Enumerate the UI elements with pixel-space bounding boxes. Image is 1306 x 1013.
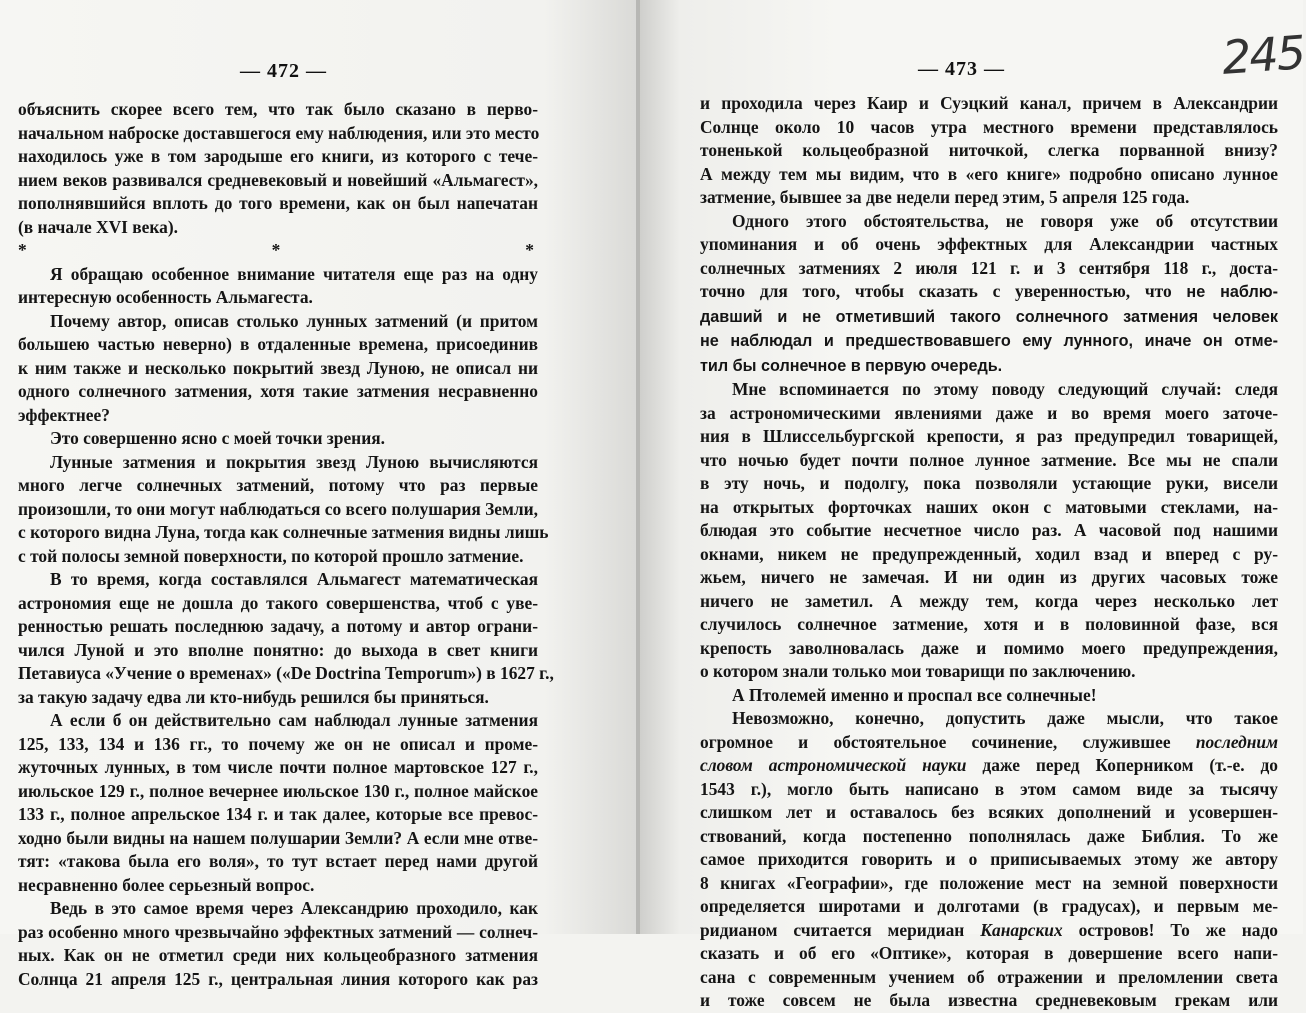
text-line <box>18 169 538 193</box>
handwritten-margin-note: 245 <box>1220 25 1306 85</box>
text-run: ренностью решать последнюю задачу, а потому и автор ограни- <box>18 616 538 636</box>
text-run: блюдая это событие несчетное число раз. А часовой под нашими <box>700 520 1278 540</box>
text-run: несравненно более серьезный вопрос. <box>18 874 315 895</box>
text-line <box>18 451 538 475</box>
text-run: точно для того, чтобы сказать с уверенностью, что <box>700 281 1172 301</box>
text-run: и проходила через Каир и Суэцкий канал, причем в Александрии <box>700 93 1278 113</box>
text-line <box>18 592 538 616</box>
text-run: * * * <box>18 240 538 260</box>
text-run: и тоже совсем не была известна средневековым грекам или <box>700 990 1278 1010</box>
text-line <box>700 754 1278 778</box>
text-run: А между тем мы видим, что в «его книге» подробно описано лунное <box>700 163 1278 184</box>
page-number-right: — 473 — <box>918 58 1005 80</box>
text-line <box>18 145 538 169</box>
text-run: А если б он действительно сам наблюдал лунные затмения <box>50 710 538 730</box>
text-run: Солнца 21 апреля 125 г., центральная линия которого как раз <box>18 968 538 989</box>
left-page-body <box>18 98 554 991</box>
text-line <box>18 239 538 263</box>
text-run: Почему автор, описав столько лунных затмений (и притом <box>50 310 538 331</box>
text-run: огромное и обстоятельное сочинение, служившее <box>700 731 1171 752</box>
text-line <box>700 590 1278 614</box>
text-line <box>700 402 1278 426</box>
text-line <box>700 778 1278 802</box>
text-run: Лунные затмения и покрытия звезд Луною вычисляются <box>50 451 538 472</box>
text-line <box>700 305 1278 330</box>
text-line <box>700 660 1278 684</box>
text-line <box>18 780 538 804</box>
text-line <box>700 354 1278 379</box>
text-run: на открытых форточках наших окон с матовыми стеклами, на- <box>700 496 1278 517</box>
text-line <box>18 686 538 710</box>
left-page <box>0 0 640 989</box>
emphasis-text: не наблюдал и предшествовавшего ему лунного, иначе он отме- <box>700 332 1278 350</box>
text-run: ничего не заметил. А между тем, когда через несколько лет <box>700 590 1278 611</box>
text-line <box>18 333 538 357</box>
text-run: В то время, когда составлялся Альмагест математическая <box>50 569 538 589</box>
text-line <box>700 163 1278 187</box>
text-line <box>700 848 1278 872</box>
text-line <box>18 827 538 851</box>
text-line <box>18 874 538 898</box>
text-line <box>18 662 554 686</box>
text-line <box>18 98 538 122</box>
text-line <box>700 329 1278 354</box>
italic-text: словом астрономической науки <box>700 755 967 775</box>
text-run: много легче солнечных затмений, потому что раз первые <box>18 475 538 495</box>
right-page-body <box>700 92 1278 1013</box>
text-run: большею частью неверно) в отдаленные времена, присоединив <box>18 334 538 354</box>
text-line <box>700 613 1278 637</box>
text-line <box>18 568 538 592</box>
right-page <box>640 0 1306 1010</box>
text-run: сана с современным учением об отражении и преломлении света <box>700 966 1278 987</box>
text-run: затмение, бывшее за две недели перед этим, 5 апреля 125 года. <box>700 187 1190 207</box>
text-run: ходно были видны на нашем полушарии Земли? А если мне отве- <box>18 827 538 848</box>
text-line <box>700 895 1278 919</box>
text-line <box>18 122 538 146</box>
emphasis-text: давший и не отметивший такого солнечного затмения человек <box>700 307 1278 326</box>
text-line <box>18 733 538 757</box>
text-line <box>700 543 1278 567</box>
text-run: ных. Как он не отметил среди них кольцеобразного затмения <box>18 945 538 965</box>
text-line <box>18 921 538 945</box>
text-run: Петавиуса «Учение о временах» («De Doctrina Temporum») в 1627 г., <box>18 663 554 683</box>
page-number-left: — 472 — <box>240 60 327 82</box>
text-run: 1543 г.), могло быть написано в этом самом виде за тысячу <box>700 778 1278 799</box>
emphasis-text: не наблю- <box>1186 283 1278 301</box>
text-run: слишком лет и оставалось без всяких дополнений и усовершен- <box>700 802 1278 822</box>
text-run: (в начале XVI века). <box>18 216 178 237</box>
text-line <box>700 233 1278 257</box>
text-run: окнами, никем не предупрежденный, ходил взад и вперед с ру- <box>700 543 1278 564</box>
text-run: объяснить скорее всего тем, что так было сказано в перво- <box>18 99 538 119</box>
text-line <box>700 496 1278 520</box>
text-line <box>700 186 1278 210</box>
text-line <box>700 637 1278 661</box>
text-line <box>700 566 1278 590</box>
text-line <box>700 872 1278 896</box>
text-run: за астрономическими явлениями даже и во время моего заточе- <box>700 402 1278 423</box>
text-run: солнечных затмениях 2 июля 121 г. и 3 сентября 118 г., доста- <box>700 257 1278 278</box>
text-line <box>700 707 1278 731</box>
text-run: о котором знали только мои товарищи по заключению. <box>700 661 1136 681</box>
italic-text: последним <box>1195 731 1278 752</box>
text-line <box>18 263 538 287</box>
text-line <box>700 449 1278 473</box>
text-run: интересную особенность Альмагеста. <box>18 287 313 307</box>
text-line <box>700 472 1278 496</box>
text-line <box>700 280 1278 305</box>
text-run: к ним также и несколько покрытий звезд Луною, не описал ни <box>18 357 538 378</box>
text-run: в эту ночь, и подолгу, пока позволяли устающие руки, висели <box>700 473 1278 493</box>
text-run: Солнце около 10 часов утра местного времени представлялось <box>700 116 1278 137</box>
text-line <box>700 519 1278 543</box>
text-line <box>700 257 1278 281</box>
text-line <box>700 425 1278 449</box>
emphasis-text: тил бы солнечное в первую очередь. <box>700 356 1003 375</box>
text-run: с которого видна Луна, тогда как солнечные затмения видны лишь <box>18 522 549 542</box>
text-line <box>18 709 538 733</box>
text-line <box>700 801 1278 825</box>
text-line <box>700 378 1278 402</box>
text-line <box>700 210 1278 234</box>
text-line <box>18 286 538 310</box>
text-run: июльское 129 г., полное вечернее июльское 130 г., полное майское <box>18 780 538 801</box>
text-line <box>700 989 1278 1013</box>
text-run: Невозможно, конечно, допустить даже мысли, что такое <box>732 708 1278 728</box>
text-run-tail: даже перед Коперником (т.-е. до <box>966 755 1278 775</box>
text-run: Одного этого обстоятельства, не говоря уже об отсутствии <box>732 210 1278 231</box>
text-run: А Птолемей именно и проспал все солнечные! <box>732 684 1097 705</box>
text-run: тоненькой кольцеобразной ниточкой, слегка порванной внизу? <box>700 140 1278 160</box>
text-line <box>18 615 538 639</box>
text-run: сказать и об его «Оптике», которая в довершение всего напи- <box>700 943 1278 963</box>
text-run: жьем, ничего не замечая. И ни один из других часовых тоже <box>700 567 1278 587</box>
text-run: эффектнее? <box>18 404 110 425</box>
text-line <box>700 92 1278 116</box>
text-run: одного солнечного затмения, хотя такие затмения несравненно <box>18 381 538 401</box>
text-line <box>18 404 538 428</box>
text-run: за такую задачу едва ли кто-нибудь решился бы приняться. <box>18 686 489 707</box>
text-line <box>700 942 1278 966</box>
text-line <box>18 310 538 334</box>
text-line <box>18 756 538 780</box>
text-run: Мне вспоминается по этому поводу следующий случай: следя <box>732 379 1278 399</box>
text-run: ствований, когда постепенно пополнялась даже Библия. То же <box>700 825 1278 846</box>
text-run: астрономия еще не дошла до такого совершенства, чтоб с уве- <box>18 592 538 613</box>
text-run: самое приходится говорить и о приписываемых этому же автору <box>700 849 1278 869</box>
text-line <box>18 474 538 498</box>
text-run: Это совершенно ясно с моей точки зрения. <box>50 428 385 448</box>
text-run: начальном наброске доставшегося ему наблюдения, или это место <box>18 122 540 143</box>
text-run: Я обращаю особенное внимание читателя еще раз на одну <box>50 263 538 284</box>
text-run: упоминания и об очень эффектных для Александрии частных <box>700 234 1278 254</box>
text-line <box>700 731 1278 755</box>
text-line <box>700 966 1278 990</box>
text-line <box>700 825 1278 849</box>
text-line <box>700 139 1278 163</box>
text-run-tail: островов! То же надо <box>1062 919 1278 940</box>
text-run: крепость заволновалась даже и помимо моего предупреждения, <box>700 637 1278 658</box>
text-run: определяется широтами и долготами (в градусах), и первым ме- <box>700 896 1278 916</box>
text-run: 8 книгах «Географии», где положение мест на земной поверхности <box>700 872 1278 893</box>
text-run: 125, 133, 134 и 136 гг., то почему же он не описал и проме- <box>18 733 538 754</box>
text-run: что ночью будет почти полное лунное затмение. Все мы не спали <box>700 449 1278 470</box>
text-line <box>18 498 538 522</box>
text-line <box>18 427 538 451</box>
text-run: случилось солнечное затмение, хотя и в половинной фазе, вся <box>700 614 1278 634</box>
text-run: находилось уже в том зародыше его книги, из которого с тече- <box>18 146 538 166</box>
text-line <box>18 357 538 381</box>
text-run: тят: «такова была его воля», то тут встает перед нами другой <box>18 851 538 871</box>
text-run: нием веков развивался средневековый и новейший «Альмагест», <box>18 169 538 190</box>
text-line <box>700 684 1278 708</box>
text-line <box>18 216 538 240</box>
text-run: жуточных лунных, в том числе почти полное мартовское 127 г., <box>18 757 538 777</box>
text-line <box>18 639 538 663</box>
text-run: пополнявшийся вплоть до того времени, как он был напечатан <box>18 193 538 213</box>
text-line <box>700 116 1278 140</box>
text-run: произошли, то они могут наблюдаться со всего полушария Земли, <box>18 498 538 519</box>
italic-text: Канарских <box>980 919 1063 940</box>
text-run: чился Луной и это вполне понятно: до выхода в свет книги <box>18 639 538 660</box>
text-line <box>700 919 1278 943</box>
text-run: Ведь в это самое время через Александрию проходило, как <box>50 898 538 918</box>
text-line <box>18 380 538 404</box>
text-line <box>18 850 538 874</box>
text-run: ридианом считается меридиан <box>700 919 965 940</box>
text-line <box>18 944 538 968</box>
text-line <box>18 803 538 827</box>
text-line <box>18 897 538 921</box>
text-line <box>18 521 549 545</box>
text-run: с той полосы земной поверхности, по которой прошло затмение. <box>18 545 524 566</box>
text-run: ния в Шлиссельбургской крепости, я раз предупредил товарищей, <box>700 426 1278 446</box>
text-line <box>18 968 538 992</box>
text-line <box>18 192 538 216</box>
text-line <box>18 545 538 569</box>
text-run: 133 г., полное апрельское 134 г. и так далее, которые все превос- <box>18 804 538 824</box>
text-run: раз особенно много чрезвычайно эффектных затмений — солнеч- <box>18 921 538 942</box>
